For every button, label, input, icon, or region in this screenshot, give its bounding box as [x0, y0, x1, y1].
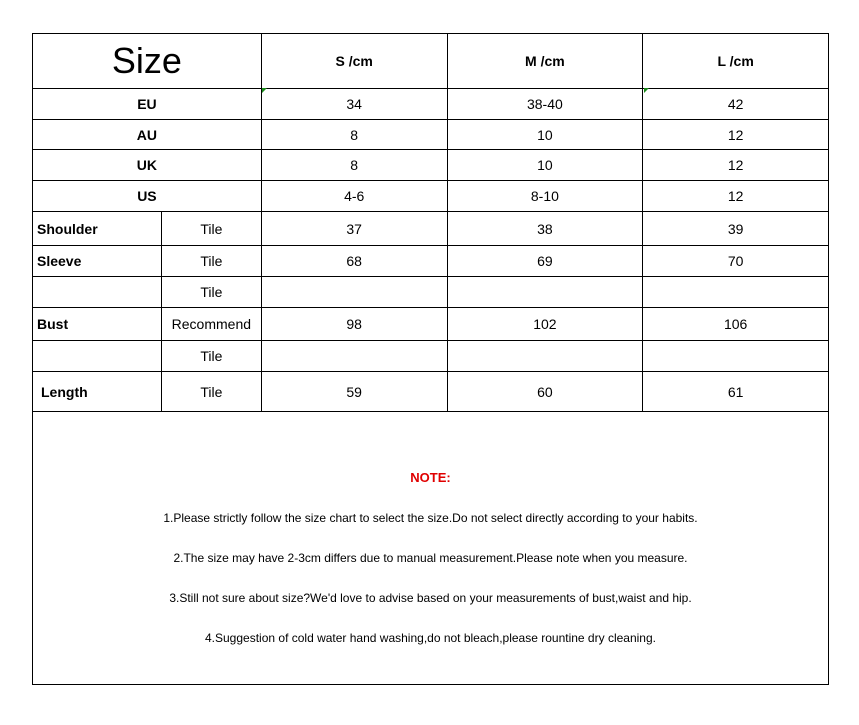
cell	[643, 277, 829, 308]
measure-type: Tile	[161, 212, 261, 246]
note-title: NOTE:	[410, 470, 451, 485]
row-label-us: US	[33, 181, 262, 212]
measure-label-sleeve: Sleeve	[33, 246, 162, 277]
notes-section	[33, 412, 828, 645]
column-header-m: M /cm	[447, 34, 643, 89]
note-item: 4.Suggestion of cold water hand washing,do not bleach,please rountine dry cleaning.	[205, 631, 656, 645]
measure-type: Tile	[161, 372, 261, 412]
table-row	[33, 150, 829, 181]
table-row	[33, 89, 829, 120]
cell: 8	[261, 120, 447, 150]
cell	[447, 341, 643, 372]
cell	[261, 277, 447, 308]
cell: 68	[261, 246, 447, 277]
measure-label-empty	[33, 277, 162, 308]
cell: 34	[261, 89, 447, 120]
cell-marker-icon	[644, 88, 649, 93]
measure-label-length: Length	[33, 372, 162, 412]
table-row	[33, 308, 829, 341]
measure-label-shoulder: Shoulder	[33, 212, 162, 246]
row-label-eu: EU	[33, 89, 262, 120]
note-item: 3.Still not sure about size?We'd love to advise based on your measurements of bust,waist and hip.	[169, 591, 692, 605]
column-header-s: S /cm	[261, 34, 447, 89]
cell: 12	[643, 150, 829, 181]
table-row	[33, 341, 829, 372]
measure-label-bust: Bust	[33, 308, 162, 341]
note-item: 1.Please strictly follow the size chart to select the size.Do not select directly according to your habits.	[163, 511, 698, 525]
cell: 98	[261, 308, 447, 341]
row-label-uk: UK	[33, 150, 262, 181]
measure-type: Tile	[161, 277, 261, 308]
cell	[643, 341, 829, 372]
table-row	[33, 181, 829, 212]
cell: 12	[643, 181, 829, 212]
cell-marker-icon	[262, 88, 267, 93]
measure-label-empty	[33, 341, 162, 372]
cell: 69	[447, 246, 643, 277]
cell: 38	[447, 212, 643, 246]
cell: 12	[643, 120, 829, 150]
table-row	[33, 246, 829, 277]
header-row	[33, 34, 829, 89]
cell: 61	[643, 372, 829, 412]
cell: 39	[643, 212, 829, 246]
cell: 10	[447, 150, 643, 181]
table-row	[33, 372, 829, 412]
measure-type: Tile	[161, 246, 261, 277]
cell: 4-6	[261, 181, 447, 212]
cell: 59	[261, 372, 447, 412]
cell: 42	[643, 89, 829, 120]
cell: 8-10	[447, 181, 643, 212]
measure-type: Tile	[161, 341, 261, 372]
cell: 8	[261, 150, 447, 181]
size-table	[32, 33, 829, 412]
cell: 10	[447, 120, 643, 150]
cell	[261, 341, 447, 372]
cell: 38-40	[447, 89, 643, 120]
table-row	[33, 212, 829, 246]
table-row	[33, 120, 829, 150]
cell: 70	[643, 246, 829, 277]
table-title: Size	[33, 34, 262, 89]
cell: 37	[261, 212, 447, 246]
size-chart	[32, 33, 829, 685]
cell: 102	[447, 308, 643, 341]
note-item: 2.The size may have 2-3cm differs due to manual measurement.Please note when you measure.	[173, 551, 688, 565]
cell: 106	[643, 308, 829, 341]
measure-type: Recommend	[161, 308, 261, 341]
table-row	[33, 277, 829, 308]
row-label-au: AU	[33, 120, 262, 150]
cell: 60	[447, 372, 643, 412]
cell	[447, 277, 643, 308]
column-header-l: L /cm	[643, 34, 829, 89]
